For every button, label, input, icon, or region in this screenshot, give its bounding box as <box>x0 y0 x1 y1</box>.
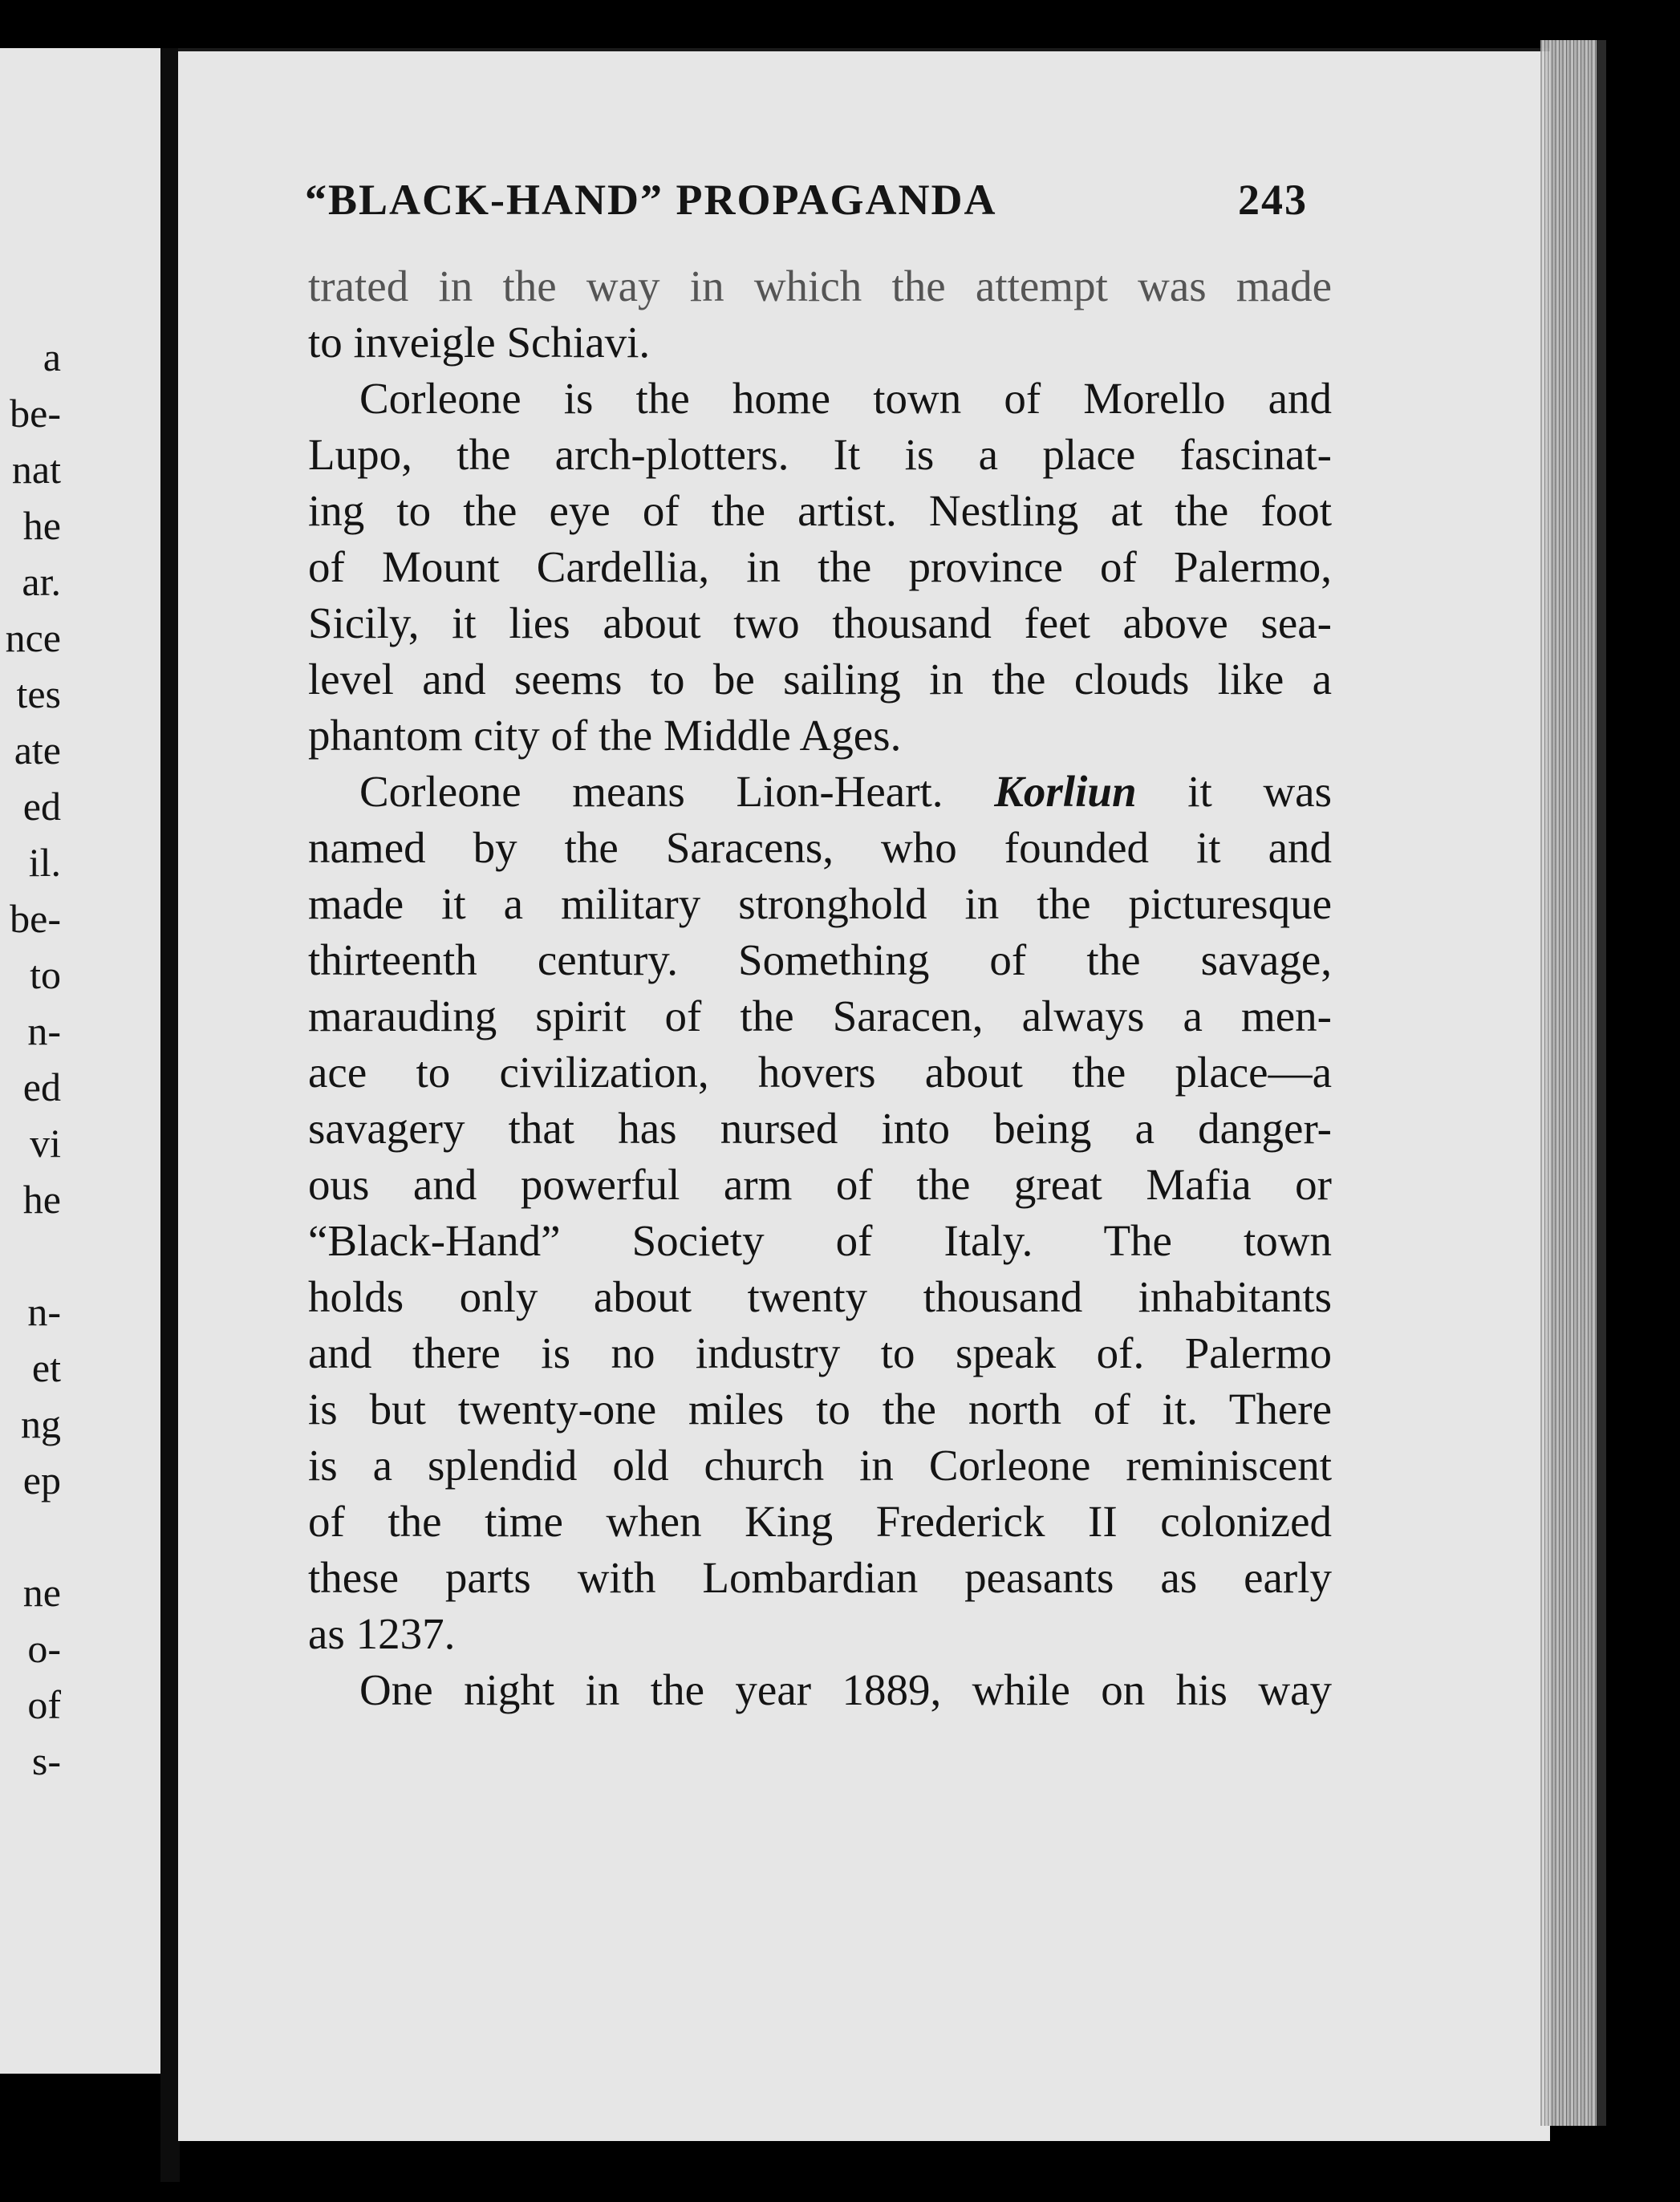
text-line: as 1237. <box>308 1609 456 1658</box>
facing-line-fragment: of <box>27 1682 61 1727</box>
facing-line-fragment: n- <box>27 1289 61 1334</box>
facing-page-text <box>0 48 160 2074</box>
text-line: ing to the eye of the artist. Nestling at the foot <box>308 486 1332 535</box>
facing-line-fragment: ed <box>22 1065 61 1109</box>
facing-line-fragment: he <box>22 503 61 548</box>
text-line: of the time when King Frederick II colonized <box>308 1497 1332 1546</box>
facing-line-fragment: o- <box>27 1626 61 1671</box>
text-line: thirteenth century. Something of the savage, <box>308 935 1332 984</box>
text-line: to inveigle Schiavi. <box>308 318 651 367</box>
text-line: these parts with Lombardian peasants as early <box>308 1553 1332 1602</box>
facing-line-fragment: a <box>43 335 61 379</box>
facing-line-fragment: vi <box>30 1121 61 1166</box>
text-line: Lupo, the arch-plotters. It is a place fascinat- <box>308 430 1332 479</box>
text-line <box>308 764 1332 820</box>
text-line: ace to civilization, hovers about the place—a <box>308 1048 1332 1097</box>
running-title: “BLACK-HAND” PROPAGANDA <box>305 176 997 224</box>
text-line: and there is no industry to speak of. Palermo <box>308 1328 1332 1377</box>
facing-line-fragment: n- <box>27 1008 61 1053</box>
body-text <box>308 258 1332 1718</box>
text-run: means Lion-Heart. <box>572 767 943 816</box>
facing-line-fragment: ar. <box>22 559 61 604</box>
text-line: holds only about twenty thousand inhabitants <box>308 1272 1332 1321</box>
facing-line-fragment: nat <box>11 447 61 492</box>
text-line: marauding spirit of the Saracen, always a men- <box>308 992 1332 1040</box>
text-line: level and seems to be sailing in the clouds like a <box>308 655 1332 704</box>
facing-line-fragment: il. <box>28 840 61 885</box>
facing-line-fragment: nce <box>5 615 61 660</box>
facing-line-fragment: to <box>30 952 61 997</box>
text-line: is a splendid old church in Corleone reminiscent <box>308 1441 1332 1490</box>
facing-line-fragment: ng <box>21 1401 61 1446</box>
facing-line-fragment: tes <box>16 671 61 716</box>
facing-line-fragment: ed <box>22 784 61 829</box>
facing-line-fragment: be- <box>10 896 61 941</box>
facing-line-fragment: be- <box>10 391 61 436</box>
text-line: Corleone is the home town of Morello and <box>359 374 1332 423</box>
text-line: ous and powerful arm of the great Mafia or <box>308 1160 1332 1209</box>
text-run: it was <box>1187 767 1332 816</box>
page-edge-stack <box>1540 40 1597 2126</box>
text-line: phantom city of the Middle Ages. <box>308 711 902 760</box>
text-line: made it a military stronghold in the picturesque <box>308 879 1332 928</box>
text-line: is but twenty-one miles to the north of it. There <box>308 1385 1332 1434</box>
text-line: savagery that has nursed into being a danger- <box>308 1104 1332 1153</box>
text-line: Sicily, it lies about two thousand feet above sea- <box>308 598 1332 647</box>
text-line: One night in the year 1889, while on his way <box>359 1665 1332 1714</box>
facing-line-fragment: ne <box>22 1570 61 1615</box>
page-edge-shadow <box>1597 40 1606 2126</box>
italic-term: Korliun <box>994 767 1137 816</box>
text-line: trated in the way in which the attempt was made <box>308 262 1332 310</box>
facing-line-fragment: ate <box>14 728 61 773</box>
text-run: Corleone <box>359 767 521 816</box>
facing-line-fragment: he <box>22 1177 61 1222</box>
facing-line-fragment: et <box>31 1345 61 1390</box>
page-number: 243 <box>1238 176 1308 224</box>
text-line: named by the Saracens, who founded it and <box>308 823 1332 872</box>
text-line: “Black-Hand” Society of Italy. The town <box>308 1216 1332 1265</box>
book-spine-gutter <box>160 48 180 2182</box>
facing-page-fragment <box>0 48 160 2074</box>
facing-line-fragment: s- <box>31 1738 61 1783</box>
facing-line-fragment: ep <box>22 1458 61 1502</box>
text-line: of Mount Cardellia, in the province of Palermo, <box>308 542 1332 591</box>
running-head <box>305 175 1308 239</box>
